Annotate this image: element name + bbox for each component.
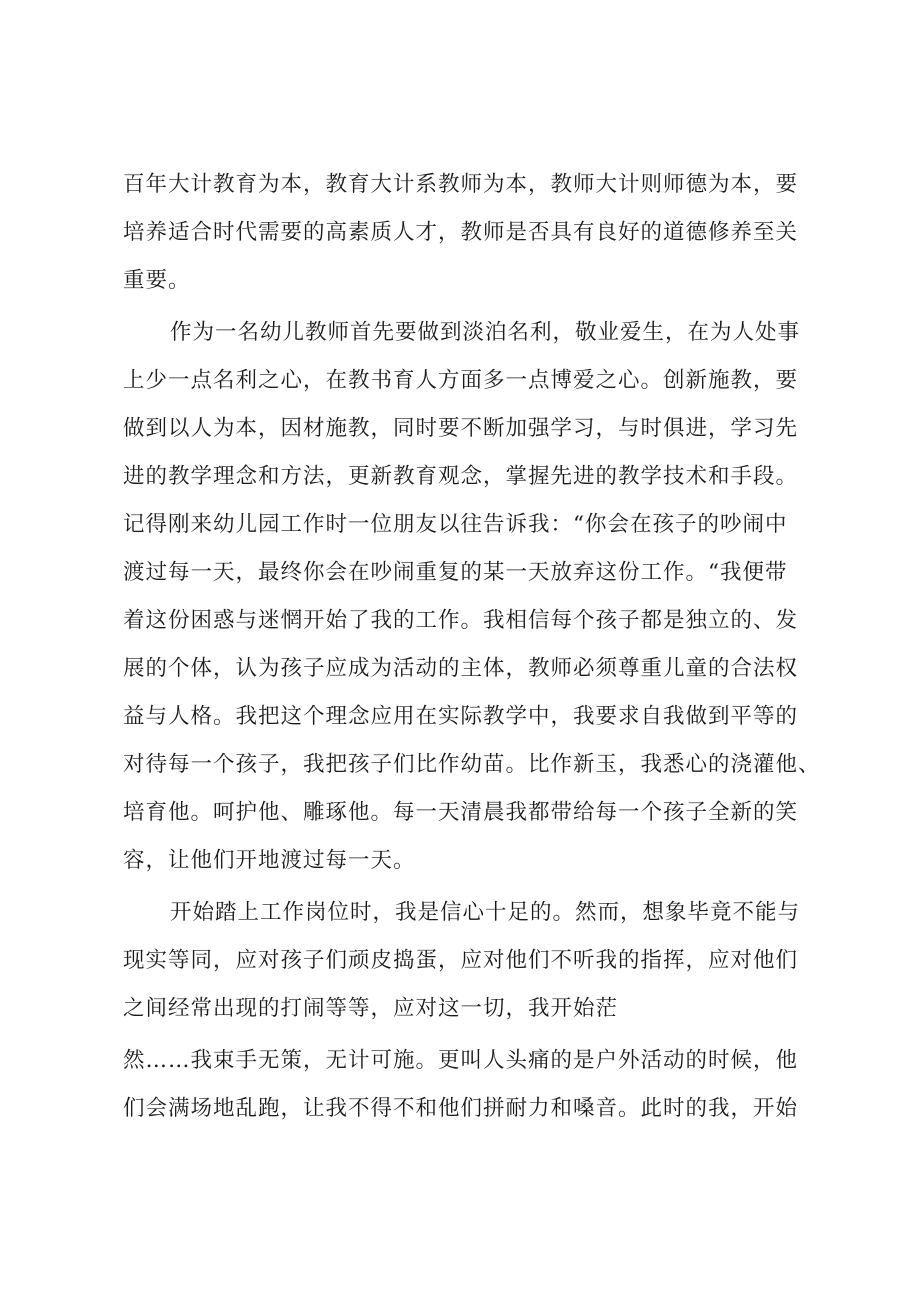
- text-line: 展的个体，认为孩子应成为活动的主体，教师必须尊重儿童的合法权: [123, 656, 799, 681]
- text-line: 渡过每一天，最终你会在吵闹重复的某一天放弃这份工作。“我便带: [123, 560, 788, 585]
- text-line: 现实等同，应对孩子们顽皮捣蛋，应对他们不听我的指挥，应对他们: [123, 948, 799, 973]
- text-line: 之间经常出现的打闹等等，应对这一切，我开始茫: [123, 996, 619, 1021]
- text-line: 益与人格。我把这个理念应用在实际教学中，我要求自我做到平等的: [123, 704, 799, 729]
- text-line: 培育他。呵护他、雕琢他。每一天清晨我都带给每一个孩子全新的笑: [123, 800, 799, 825]
- text-line: 培养适合时代需要的高素质人才，教师是否具有良好的道德修养至关: [123, 220, 799, 245]
- text-line: 们会满场地乱跑，让我不得不和他们拼耐力和嗓音。此时的我，开始: [123, 1096, 799, 1121]
- text-line: 百年大计教育为本，教育大计系教师为本，教师大计则师德为本，要: [123, 172, 799, 197]
- text-line: 做到以人为本，因材施教，同时要不断加强学习，与时俱进，学习先: [123, 416, 799, 441]
- paragraph-start-line: 作为一名幼儿教师首先要做到淡泊名利，敬业爱生，在为人处事: [170, 320, 801, 345]
- text-line: 对待每一个孩子，我把孩子们比作幼苗。比作新玉，我悉心的浇灌他、: [123, 752, 821, 777]
- text-line: 上少一点名利之心，在教书育人方面多一点博爱之心。创新施教，要: [123, 368, 799, 393]
- text-line: 进的教学理念和方法，更新教育观念，掌握先进的教学技术和手段。: [123, 464, 799, 489]
- text-line: 重要。: [123, 268, 191, 293]
- text-line: 然……我束手无策，无计可施。更叫人头痛的是户外活动的时候，他: [123, 1048, 799, 1073]
- text-line: 记得刚来幼儿园工作时一位朋友以往告诉我：“你会在孩子的吵闹中: [123, 512, 788, 537]
- text-line: 着这份困惑与迷惘开始了我的工作。我相信每个孩子都是独立的、发: [123, 608, 799, 633]
- text-line: 容，让他们开地渡过每一天。: [123, 848, 416, 873]
- paragraph-start-line: 开始踏上工作岗位时，我是信心十足的。然而，想象毕竟不能与: [170, 900, 801, 925]
